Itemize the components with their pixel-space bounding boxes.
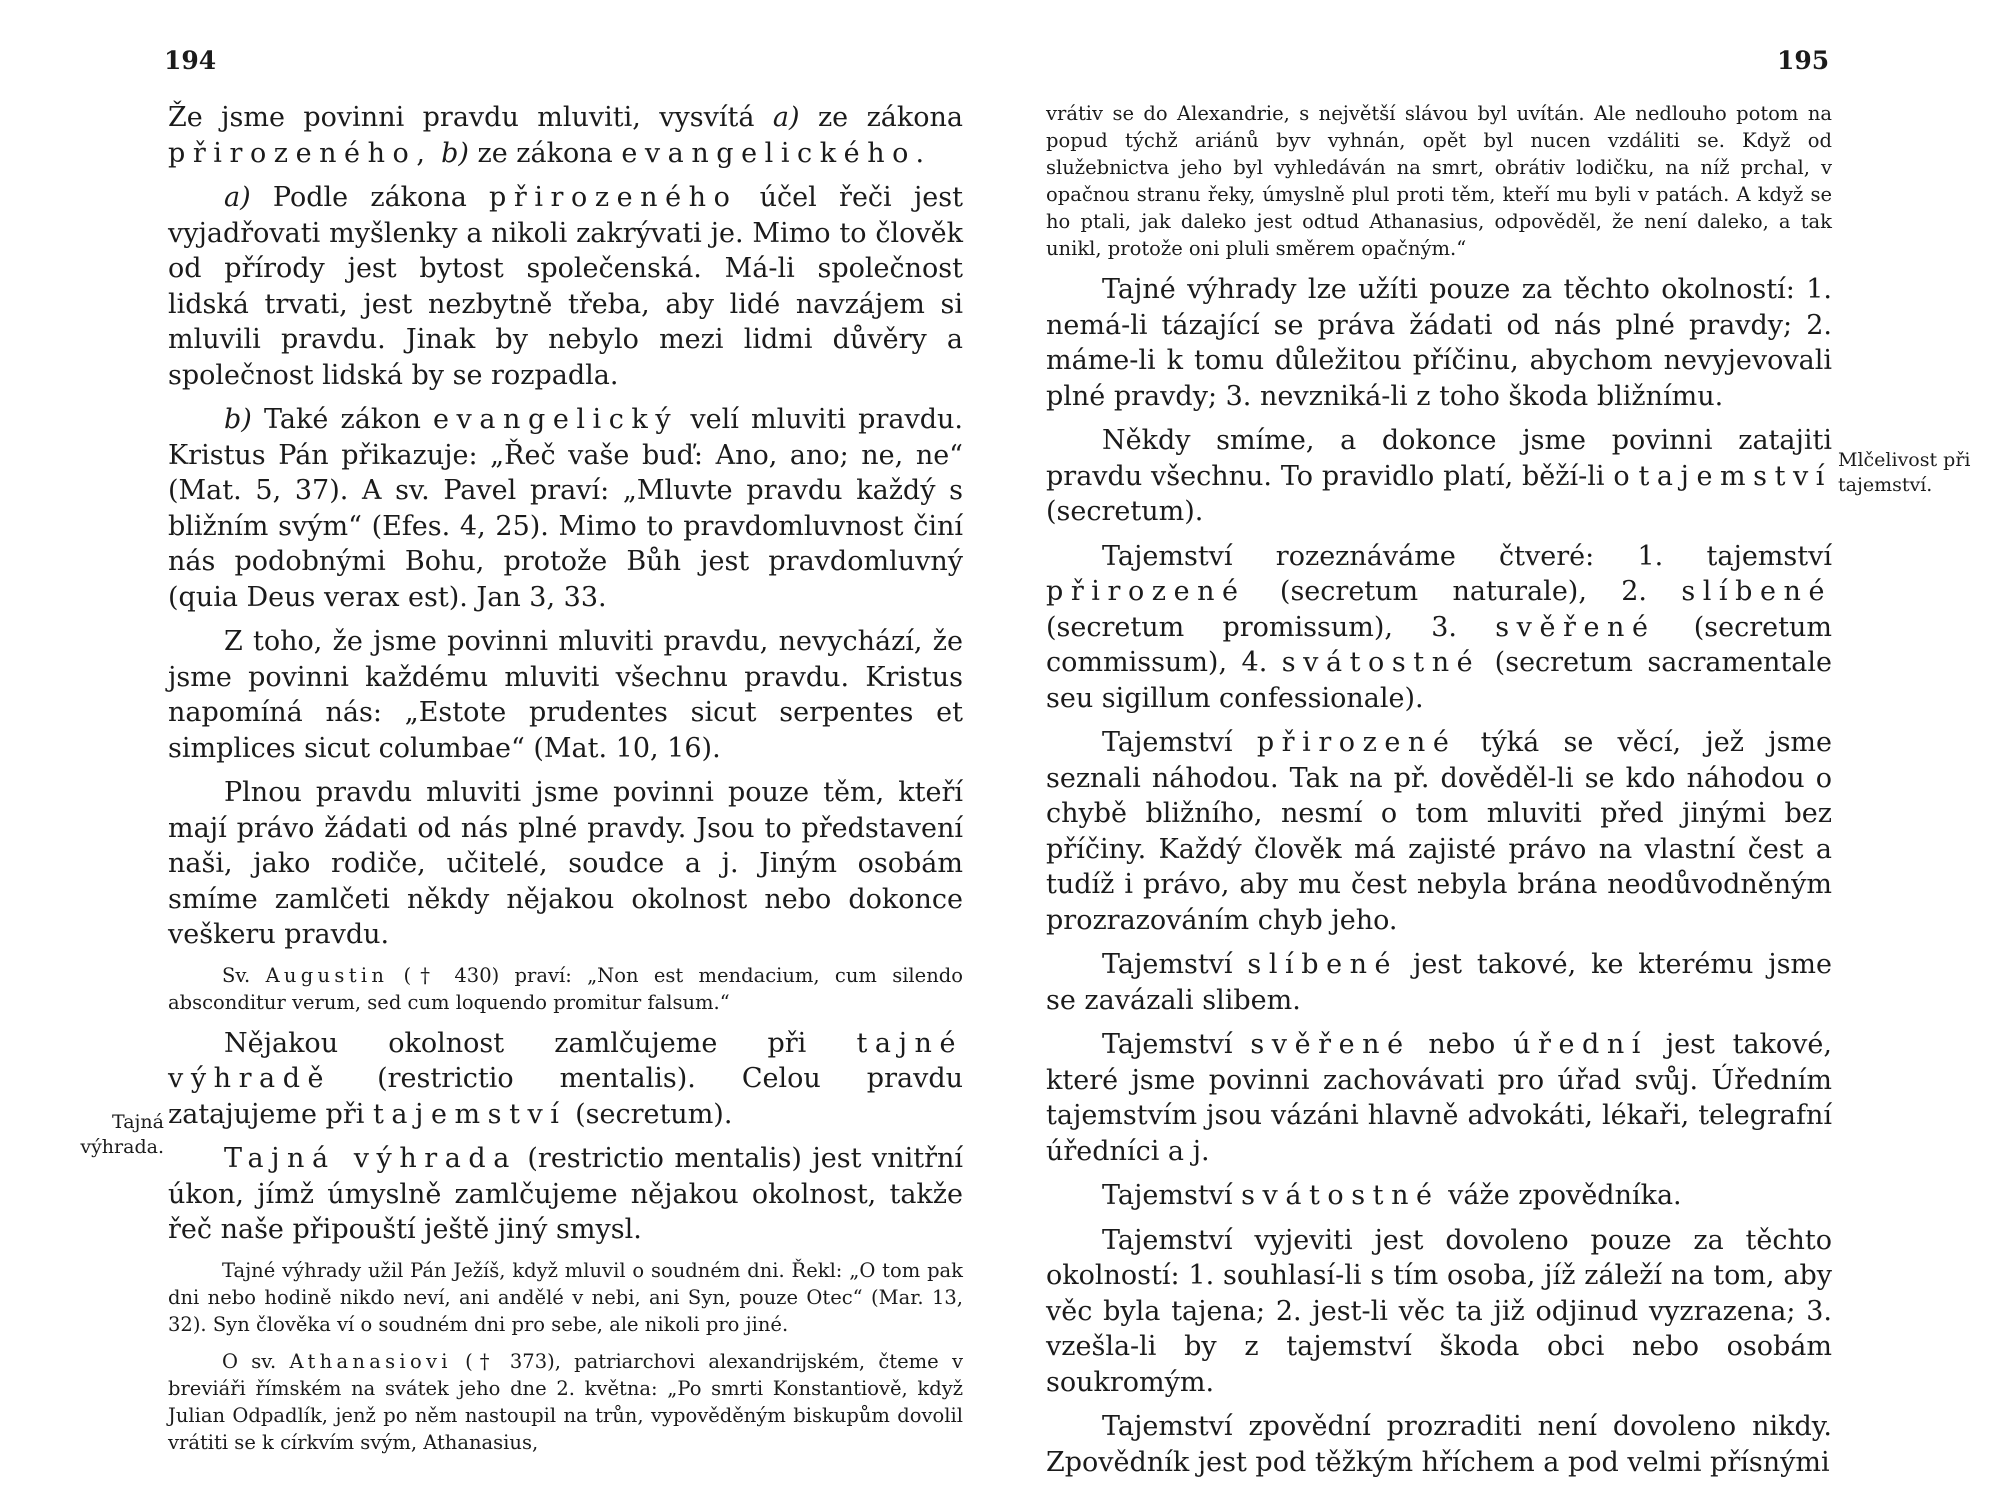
paragraph: Tajemství přirozené týká se věcí, jež jsme seznali náhodou. Tak na př. dověděl-li se kdo náhodou o chybě bližního, nesmí o tom mluviti před jinými bez příčiny. Každý člověk má zajisté právo na vlastní čest a tudíž i právo, aby mu čest nebyla brána neodůvodněným prozrazováním chyb jeho. — [1046, 727, 1833, 936]
paragraph: Někdy smíme, a dokonce jsme povinni zatajiti pravdu všechnu. To pravidlo platí, běží-li o tajemství (secretum). — [1046, 425, 1832, 527]
page-number-right: 195 — [1777, 46, 1830, 75]
right-page-column — [1046, 100, 1832, 1489]
left-page-column — [168, 100, 963, 1466]
paragraph: a) Podle zákona přirozeného účel řeči jest vyjadřovati myšlenky a nikoli zakrývati je. Mimo to člověk od přírody jest bytost společenská. Má-li společnost lidská trvati, jest nezbytně třeba, aby lidé navzájem si mluvili pravdu. Jinak by nebylo mezi lidmi důvěry a společnost lidská by se rozpadla. — [168, 182, 963, 391]
paragraph: Tajemství vyjeviti jest dovoleno pouze za těchto okolností: 1. souhlasí-li s tím osoba, jíž záleží na tom, aby věc byla tajena; 2. jest-li věc ta již odjinud vyzrazena; 3. vzešla-li by z tajemství škoda obci nebo osobám soukromým. — [1046, 1224, 1832, 1398]
paragraph: Že jsme povinni pravdu mluviti, vysvítá a) ze zákona přirozeného, b) ze zákona evangelického. — [168, 102, 963, 169]
footnote-paragraph: vrátiv se do Alexandrie, s největší slávou byl uvítán. Ale nedlouho potom na popud týchž ariánů byv vyhnán, opět byl nucen vzdáliti se. Když od služebnictva jeho byl vyhledáván na smrt, obrátiv lodičku, na níž prchal, v opačnou stranu řeky, úmyslně plul proti těm, kteří mu byli v patách. A když se ho ptali, jak daleko jest odtud Athanasius, odpověděl, že není daleko, a tak unikl, protože oni pluli směrem opačným.“ — [1046, 102, 1832, 260]
paragraph: Tajné výhrady lze užíti pouze za těchto okolností: 1. nemá-li tázající se práva žádati od nás plné pravdy; 2. máme-li k tomu důležitou příčinu, abychom nevyjevovali plné pravdy; 3. nevzniká-li z toho škoda bližnímu. — [1046, 274, 1832, 412]
footnote-paragraph: Tajné výhrady užil Pán Ježíš, když mluvil o soudném dni. Řekl: „O tom pak dni nebo hodině nikdo neví, ani andělé v nebi, ani Syn, pouze Otec“ (Mar. 13, 32). Syn člověka ví o soudném dni pro sebe, ale nikoli pro jiné. — [168, 1258, 963, 1336]
paragraph: Tajemství zpovědní prozraditi není dovoleno nikdy. Zpovědník jest pod těžkým hříchem a pod velmi přísnými — [1046, 1411, 1832, 1478]
paragraph: Tajná výhrada (restrictio mentalis) jest vnitřní úkon, jímž úmyslně zamlčujeme nějakou okolnost, takže řeč naše připouští ještě jiný smysl. — [168, 1143, 963, 1245]
paragraph: Plnou pravdu mluviti jsme povinni pouze těm, kteří mají právo žádati od nás plné pravdy. Jsou to představení naši, jako rodiče, učitelé, soudce a j. Jiným osobám smíme zamlčeti někdy nějakou okolnost nebo dokonce veškeru pravdu. — [168, 777, 963, 950]
paragraph: Tajemství slíbené jest takové, ke kterému jsme se zavázali slibem. — [1046, 949, 1833, 1016]
paragraph: Tajemství rozeznáváme čtveré: 1. tajemství přirozené (secretum naturale), 2. slíbené (secretum promissum), 3. svěřené (secretum commissum), 4. svátostné (secretum sacramentale seu sigillum confessionale). — [1046, 540, 1832, 714]
margin-note-left: Tajná výhrada. — [80, 1111, 164, 1158]
paragraph: Tajemství svěřené nebo úřední jest takové, které jsme povinni zachovávati pro úřad svůj. Úředním tajemstvím jsou vázáni hlavně advokáti, lékaři, telegrafní úředníci a j. — [1046, 1029, 1832, 1167]
paragraph: Z toho, že jsme povinni mluviti pravdu, nevychází, že jsme povinni každému mluviti všechnu pravdu. Kristus napomíná nás: „Estote prudentes sicut serpentes et simplices sicut columbae“ (Mat. 10, 16). — [168, 626, 963, 764]
footnote-paragraph: Sv. Augustin († 430) praví: „Non est mendacium, cum silendo absconditur verum, sed cum loquendo promitur falsum.“ — [168, 963, 963, 1014]
footnote-paragraph: O sv. Athanasiovi († 373), patriarchovi alexandrijském, čteme v breviáři římském na svátek jeho dne 2. května: „Po smrti Konstantiově, když Julian Odpadlík, jenž po něm nastoupil na trůn, vypověděným biskupům dovolil vrátiti se k církvím svým, Athanasius, — [168, 1349, 963, 1454]
paragraph: b) Také zákon evangelický velí mluviti pravdu. Kristus Pán přikazuje: „Řeč vaše buď: Ano, ano; ne, ne“ (Mat. 5, 37). A sv. Pavel praví: „Mluvte pravdu každý s bližním svým“ (Efes. 4, 25). Mimo to pravdomluvnost činí nás podobnými Bohu, protože Bůh jest pravdomluvný (quia Deus verax est). Jan 3, 33. — [168, 404, 963, 613]
page-number-left: 194 — [164, 46, 217, 75]
margin-note-right: Mlčelivost při tajemství. — [1838, 449, 1971, 496]
paragraph: Nějakou okolnost zamlčujeme při tajné výhradě (restrictio mentalis). Celou pravdu zatajujeme při tajemství (secretum). — [168, 1027, 963, 1130]
paragraph: Tajemství svátostné váže zpovědníka. — [1102, 1180, 1682, 1211]
